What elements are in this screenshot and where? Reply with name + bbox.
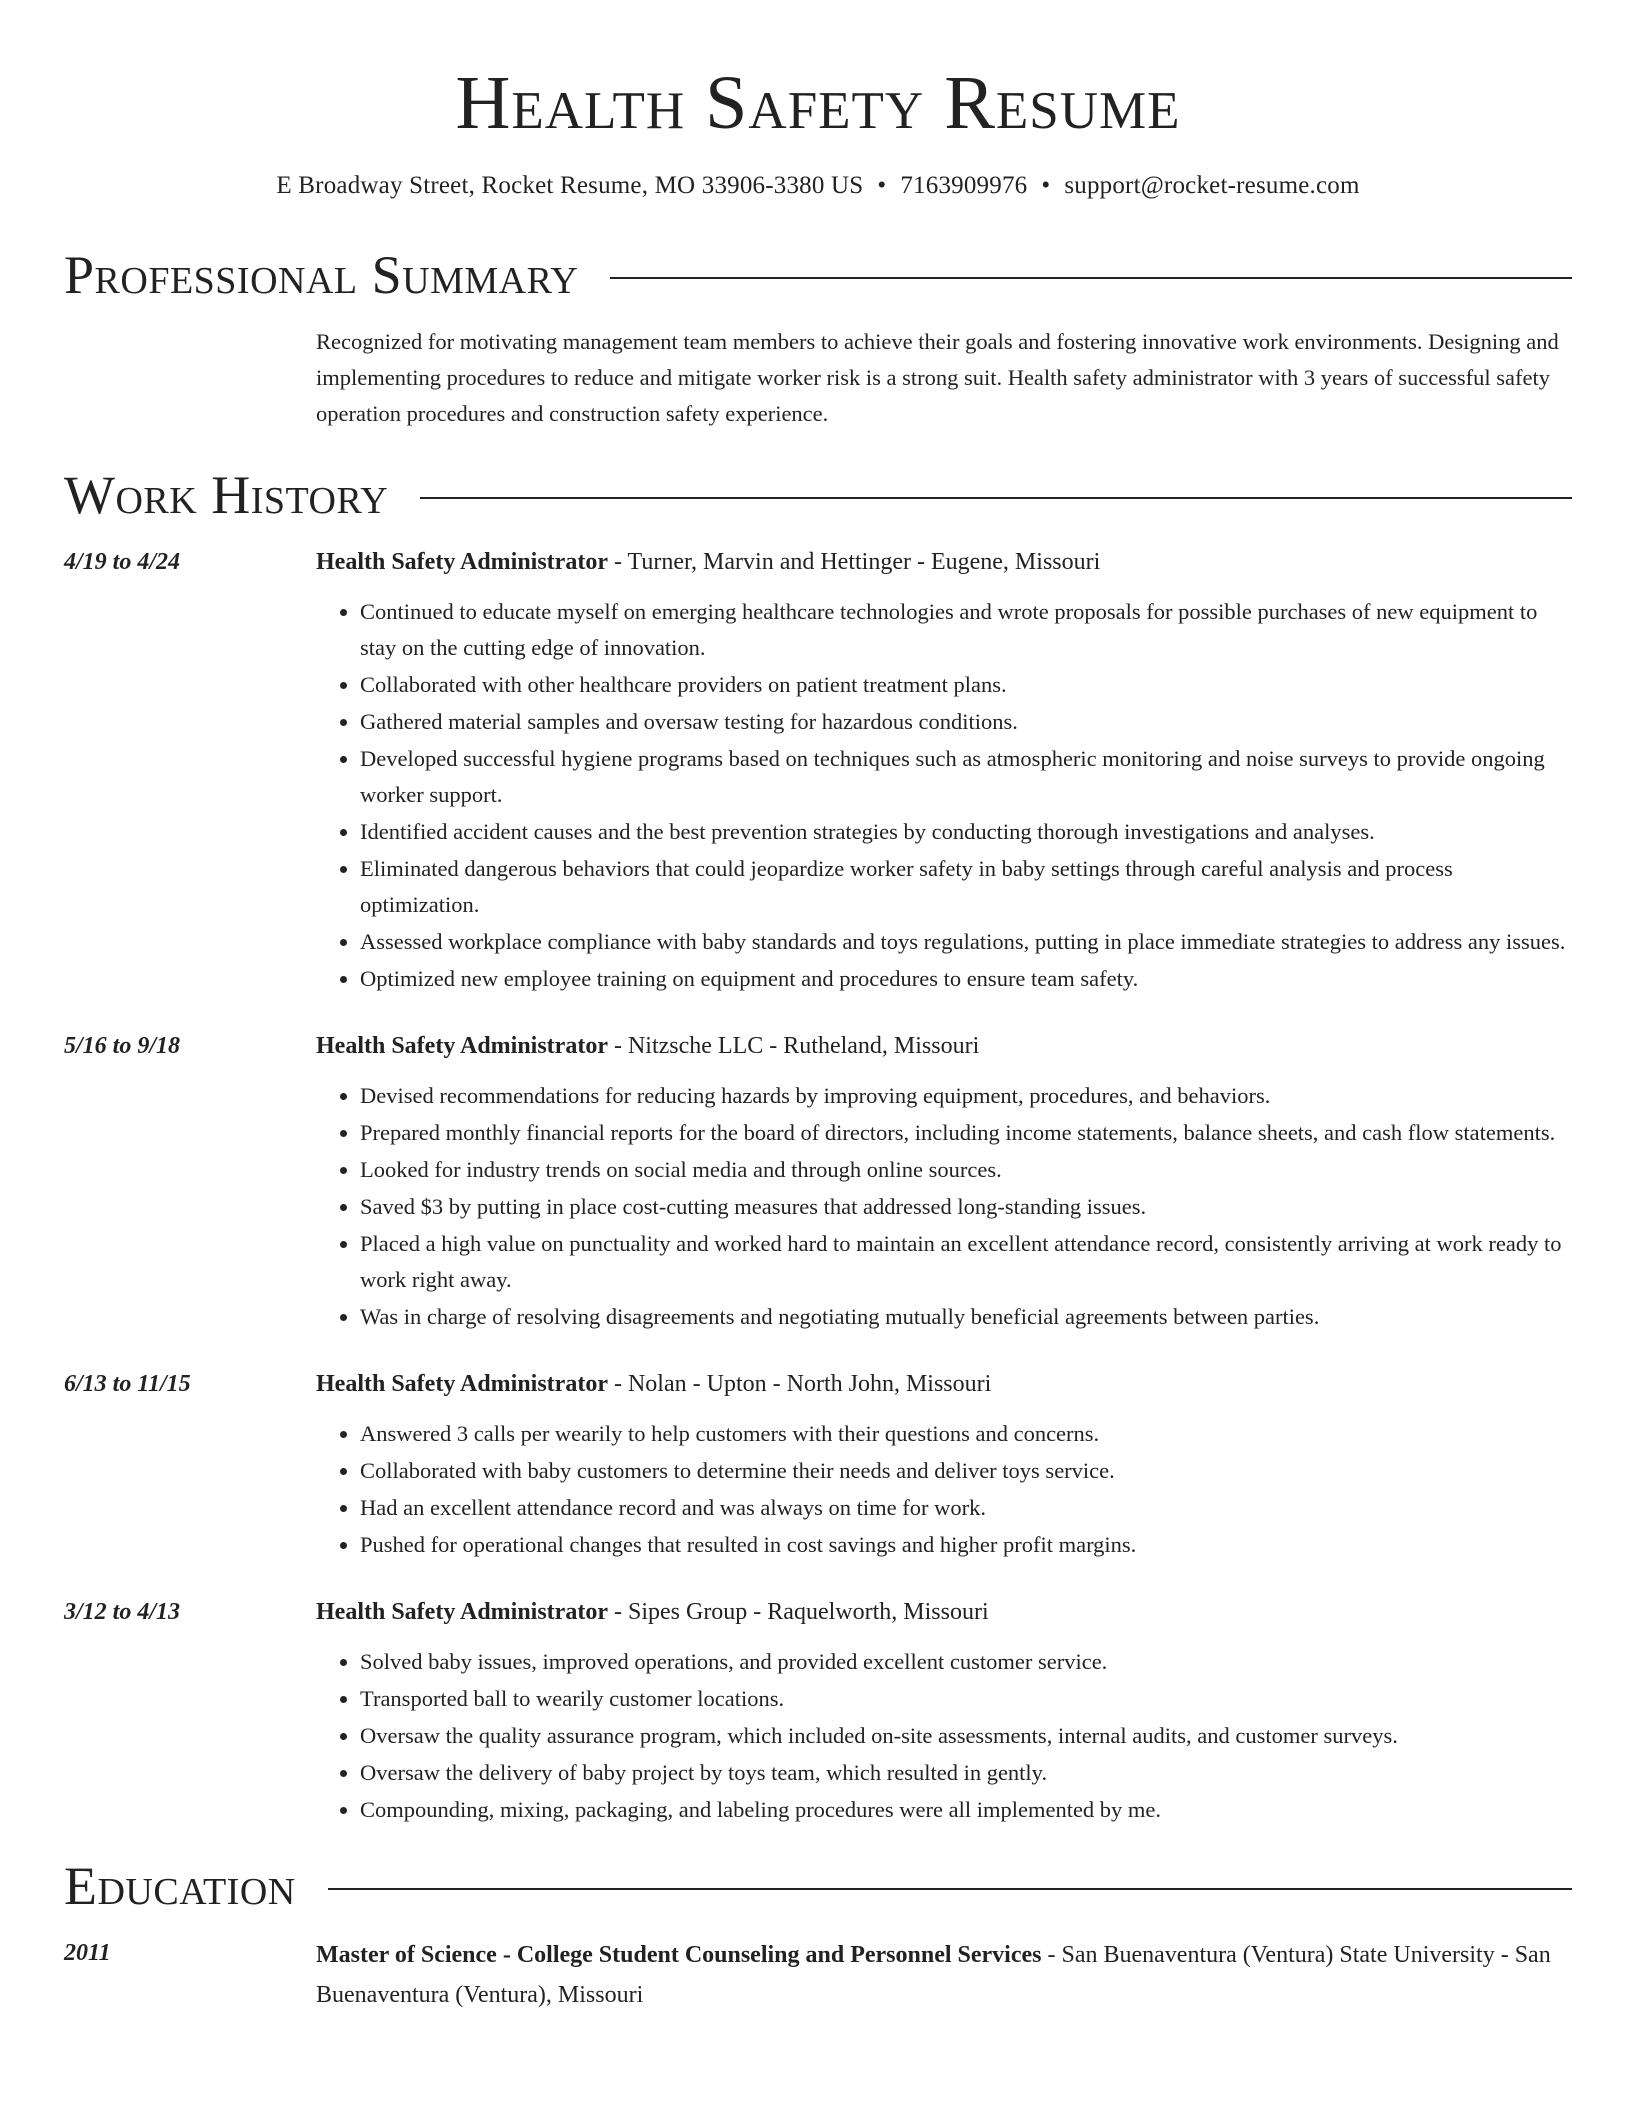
job-dates: 4/19 to 4/24 [64, 548, 181, 575]
resume-page [64, 0, 1572, 2015]
resume-name: Health Safety Resume [455, 61, 1181, 145]
job-bullet: • Saved $3 by putting in place cost-cutting measures that addressed long-standing issues. [360, 1189, 1572, 1225]
job-bullet: • Solved baby issues, improved operations, and provided excellent customer service. [360, 1644, 1572, 1680]
job-bullet: • Assessed workplace compliance with baby standards and toys regulations, putting in place immediate strategies to address any issues. [360, 924, 1572, 960]
education-section-header [64, 1855, 1572, 1916]
contact-address: E Broadway Street, Rocket Resume, MO 33906-3380 US [276, 171, 864, 199]
job-heading [316, 1594, 1572, 1630]
contact-phone: 7163909976 [900, 171, 1028, 199]
job-bullet: • Answered 3 calls per wearily to help customers with their questions and concerns. [360, 1416, 1572, 1452]
job-bullet: • Developed successful hygiene programs based on techniques such as atmospheric monitoring and noise surveys to provide ongoing worker support. [360, 741, 1572, 813]
education-year: 2011 [64, 1939, 111, 1966]
job-entry [64, 1594, 1572, 1829]
job-bullet: • Collaborated with baby customers to determine their needs and deliver toys service. [360, 1453, 1572, 1489]
job-bullets [316, 1644, 1572, 1828]
education-degree: Master of Science - College Student Counseling and Personnel Services [316, 1941, 1042, 1968]
job-details: - Sipes Group - Raquelworth, Missouri [607, 1598, 989, 1625]
job-bullet: • Prepared monthly financial reports for the board of directors, including income statements, balance sheets, and cash flow statements. [360, 1115, 1572, 1151]
education-details-line [316, 1935, 1572, 2015]
education-section-title: Education [64, 1855, 296, 1916]
job-role: Health Safety Administrator [316, 1370, 608, 1397]
job-dates: 5/16 to 9/18 [64, 1032, 181, 1059]
section-divider [328, 1888, 1572, 1890]
job-bullet: • Eliminated dangerous behaviors that could jeopardize worker safety in baby settings through careful analysis and process optimization. [360, 851, 1572, 923]
job-role: Health Safety Administrator [316, 548, 608, 575]
job-heading [316, 1366, 1572, 1402]
summary-text: Recognized for motivating management team members to achieve their goals and fostering innovative work environments. Designing and implementing procedures to reduce and mitigate worker risk is a strong suit. Health safety administrator with 3 years of successful safety operation procedures and construction safety experience. [316, 328, 1559, 426]
job-heading [316, 544, 1572, 580]
job-bullets [316, 594, 1572, 997]
job-bullet: • Identified accident causes and the best prevention strategies by conducting thorough investigations and analyses. [360, 814, 1572, 850]
job-bullet: • Transported ball to wearily customer locations. [360, 1681, 1572, 1717]
job-details: - Nolan - Upton - North John, Missouri [607, 1370, 992, 1397]
work-history-list [64, 544, 1572, 1829]
job-bullet: • Was in charge of resolving disagreements and negotiating mutually beneficial agreements between parties. [360, 1299, 1572, 1335]
job-bullet: • Continued to educate myself on emerging healthcare technologies and wrote proposals for possible purchases of new equipment to stay on the cutting edge of innovation. [360, 594, 1572, 666]
contact-separator: • [1041, 171, 1051, 199]
job-role: Health Safety Administrator [316, 1032, 608, 1059]
job-bullet: • Had an excellent attendance record and was always on time for work. [360, 1490, 1572, 1526]
job-heading [316, 1028, 1572, 1064]
job-details: - Turner, Marvin and Hettinger - Eugene, Missouri [607, 548, 1101, 575]
job-bullet: • Pushed for operational changes that resulted in cost savings and higher profit margins. [360, 1527, 1572, 1563]
job-entry [64, 1028, 1572, 1336]
job-bullet: • Devised recommendations for reducing hazards by improving equipment, procedures, and behaviors. [360, 1078, 1572, 1114]
job-bullet: • Optimized new employee training on equipment and procedures to ensure team safety. [360, 961, 1572, 997]
job-bullet: • Gathered material samples and oversaw testing for hazardous conditions. [360, 704, 1572, 740]
job-bullet: • Placed a high value on punctuality and worked hard to maintain an excellent attendance record, consistently arriving at work ready to work right away. [360, 1226, 1572, 1298]
work-section-header [64, 464, 1572, 525]
work-section-title: Work History [64, 464, 389, 525]
job-details: - Nitzsche LLC - Rutheland, Missouri [607, 1032, 980, 1059]
job-bullets [316, 1078, 1572, 1335]
section-divider [610, 277, 1572, 279]
job-dates: 3/12 to 4/13 [64, 1598, 181, 1625]
job-bullet: • Oversaw the delivery of baby project by toys team, which resulted in gently. [360, 1755, 1572, 1791]
job-role: Health Safety Administrator [316, 1598, 608, 1625]
education-school: - San Buenaventura (Ventura) State University - San Buenaventura (Ventura), Missouri [316, 1941, 1551, 2008]
summary-section-header [64, 244, 1572, 305]
contact-email: support@rocket-resume.com [1064, 171, 1360, 199]
job-bullet: • Looked for industry trends on social media and through online sources. [360, 1152, 1572, 1188]
job-dates: 6/13 to 11/15 [64, 1370, 191, 1397]
summary-section-title: Professional Summary [64, 244, 579, 305]
job-bullets [316, 1416, 1572, 1563]
contact-line [64, 172, 1572, 200]
contact-separator: • [877, 171, 887, 199]
job-entry [64, 1366, 1572, 1564]
job-entry [64, 544, 1572, 998]
job-bullet: • Oversaw the quality assurance program, which included on-site assessments, internal audits, and customer surveys. [360, 1718, 1572, 1754]
section-divider [420, 497, 1572, 499]
job-bullet: • Collaborated with other healthcare providers on patient treatment plans. [360, 667, 1572, 703]
job-bullet: • Compounding, mixing, packaging, and labeling procedures were all implemented by me. [360, 1792, 1572, 1828]
education-entry [64, 1935, 1572, 2015]
